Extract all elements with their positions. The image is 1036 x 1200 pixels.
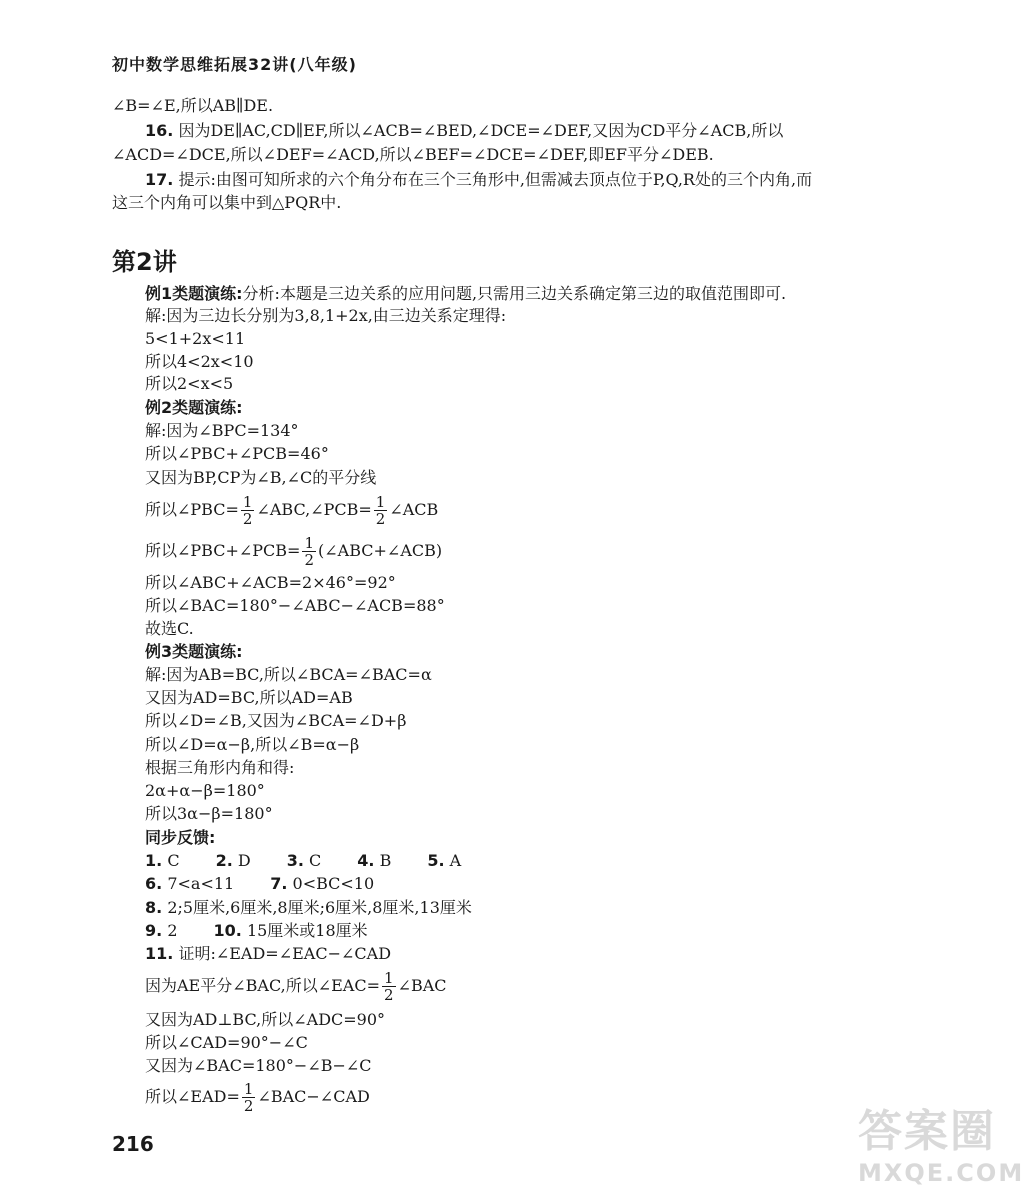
running-header: 初中数学思维拓展32讲(八年级) [112, 55, 357, 74]
answer-value: C [167, 851, 180, 870]
text-line: 解:因为三边长分别为3,8,1+2x,由三边关系定理得: [145, 306, 507, 325]
text-line: 所以2<x<5 [145, 374, 234, 393]
answer-row [145, 921, 368, 941]
formula-line [145, 534, 442, 568]
formula-line [145, 1080, 370, 1114]
answer-number: 7. [270, 874, 288, 893]
watermark-text-en: MXQE.COM [858, 1159, 1025, 1187]
answer-number: 11. [145, 944, 174, 963]
answer-number: 3. [286, 851, 304, 870]
text-line: 又因为AD=BC,所以AD=AB [145, 688, 353, 707]
answer-number: 1. [145, 851, 163, 870]
fraction [302, 535, 316, 568]
watermark [858, 1106, 1028, 1196]
text-line: 所以∠PBC+∠PCB=46° [145, 444, 329, 463]
denominator: 2 [375, 510, 386, 528]
answer-number: 10. [213, 921, 242, 940]
numerator: 1 [243, 1080, 254, 1098]
example-label: 例3类题演练: [145, 642, 243, 661]
text-line: 提示:由图可知所求的六个角分布在三个三角形中,但需减去顶点位于P,Q,R处的三个内角,而 [178, 170, 813, 189]
example-1-heading [145, 284, 786, 304]
answer-number: 5. [427, 851, 445, 870]
text-line: 分析:本题是三边关系的应用问题,只需用三边关系确定第三边的取值范围即可. [242, 284, 787, 303]
answer-row [145, 898, 472, 918]
numerator: 1 [384, 969, 394, 987]
example-label: 例1类题演练: [145, 284, 243, 303]
answer-value: D [237, 851, 251, 870]
numerator: 1 [304, 534, 315, 552]
lecture-title: 第2讲 [112, 248, 177, 276]
answer-item [287, 851, 322, 871]
answer-item [270, 874, 374, 894]
answer-value: 2;5厘米,6厘米,8厘米;6厘米,8厘米,13厘米 [167, 898, 472, 917]
text-fragment: ∠ABC,∠PCB= [256, 500, 372, 519]
text-line: 解:因为AB=BC,所以∠BCA=∠BAC=α [145, 665, 432, 684]
text-line: 根据三角形内角和得: [145, 758, 295, 777]
text-fragment: 所以∠PBC= [145, 500, 239, 519]
text-line: 所以3α−β=180° [145, 804, 273, 823]
text-line: ∠ACD=∠DCE,所以∠DEF=∠ACD,所以∠BEF=∠DCE=∠DEF,即EF平分∠DEB. [112, 145, 714, 164]
question-16 [145, 121, 783, 141]
answer-item [216, 851, 251, 871]
text-line: 又因为BP,CP为∠B,∠C的平分线 [145, 468, 377, 487]
text-fragment: ∠BAC [397, 976, 447, 995]
text-line: ∠B=∠E,所以AB∥DE. [112, 96, 274, 115]
text-fragment: 所以∠EAD= [145, 1087, 240, 1106]
answer-row [145, 944, 391, 964]
text-fragment: 因为AE平分∠BAC,所以∠EAC= [145, 976, 381, 995]
watermark-text-cn: 答案圈 [858, 1106, 996, 1157]
text-line: 故选C. [145, 619, 194, 638]
answer-item [427, 851, 461, 871]
feedback-label: 同步反馈: [145, 828, 216, 847]
fraction [382, 970, 396, 1003]
answer-value: B [379, 851, 392, 870]
answer-number: 4. [357, 851, 375, 870]
denominator: 2 [384, 986, 394, 1004]
text-fragment: ∠ACB [389, 500, 439, 519]
answer-row [145, 851, 497, 871]
answer-item [145, 874, 234, 894]
answer-item [145, 921, 178, 941]
answer-item [145, 851, 180, 871]
numerator: 1 [242, 493, 253, 511]
text-fragment: ∠BAC−∠CAD [257, 1087, 370, 1106]
question-17 [145, 170, 812, 190]
text-line: 所以∠D=∠B,又因为∠BCA=∠D+β [145, 711, 407, 730]
page-number: 216 [112, 1132, 154, 1156]
answer-value: A [449, 851, 462, 870]
text-line: 所以∠CAD=90°−∠C [145, 1033, 308, 1052]
answer-item [214, 921, 368, 940]
formula-line [145, 969, 447, 1003]
answer-value: 2 [167, 921, 178, 940]
text-line: 又因为AD⊥BC,所以∠ADC=90° [145, 1010, 386, 1029]
text-line: 所以∠D=α−β,所以∠B=α−β [145, 735, 360, 754]
text-line: 5<1+2x<11 [145, 329, 246, 348]
answer-item [357, 851, 391, 871]
answer-value: 15厘米或18厘米 [246, 921, 368, 940]
answer-value: 证明:∠EAD=∠EAC−∠CAD [178, 944, 392, 963]
denominator: 2 [242, 510, 253, 528]
numerator: 1 [375, 493, 386, 511]
text-line: 所以∠ABC+∠ACB=2×46°=92° [145, 573, 396, 592]
answer-value: 7<a<11 [167, 874, 235, 893]
text-line: 因为DE∥AC,CD∥EF,所以∠ACB=∠BED,∠DCE=∠DEF,又因为CD平分∠ACB,所以 [178, 121, 784, 140]
answer-number: 9. [145, 921, 163, 940]
answer-value: 0<BC<10 [292, 874, 375, 893]
answer-number: 8. [145, 898, 163, 917]
fraction [374, 494, 388, 527]
question-number: 16. [145, 121, 174, 140]
example-label: 例2类题演练: [145, 398, 243, 417]
answer-number: 6. [145, 874, 163, 893]
text-line: 又因为∠BAC=180°−∠B−∠C [145, 1056, 372, 1075]
question-number: 17. [145, 170, 174, 189]
denominator: 2 [304, 551, 315, 569]
text-fragment: (∠ABC+∠ACB) [318, 541, 443, 560]
text-fragment: 所以∠PBC+∠PCB= [145, 541, 301, 560]
denominator: 2 [243, 1097, 254, 1115]
answer-value: C [309, 851, 322, 870]
text-line: 所以∠BAC=180°−∠ABC−∠ACB=88° [145, 596, 445, 615]
formula-line [145, 493, 438, 527]
text-line: 解:因为∠BPC=134° [145, 421, 299, 440]
answer-number: 2. [215, 851, 233, 870]
answer-row [145, 874, 410, 894]
text-line: 所以4<2x<10 [145, 352, 254, 371]
fraction [241, 494, 255, 527]
fraction [242, 1081, 256, 1114]
text-line: 这三个内角可以集中到△PQR中. [112, 193, 342, 212]
text-line: 2α+α−β=180° [145, 781, 265, 800]
